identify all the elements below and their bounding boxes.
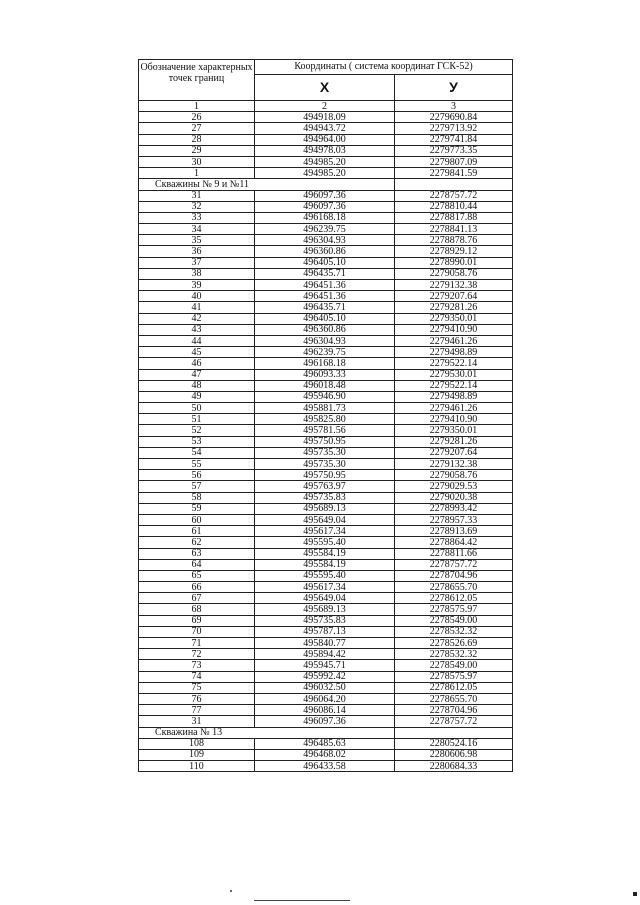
- table-row: [139, 436, 513, 447]
- designation-header: Обозначение характерных точек границ: [139, 60, 255, 101]
- table-row: [139, 246, 513, 257]
- y-coordinate-cell: 2279029.53: [395, 481, 513, 492]
- table-row: [139, 738, 513, 749]
- point-number-cell: 43: [139, 324, 255, 335]
- y-coordinate-cell: 2278532.32: [395, 626, 513, 637]
- x-coordinate-cell: 494985.20: [255, 156, 395, 167]
- x-coordinate-cell: 495750.95: [255, 436, 395, 447]
- y-coordinate-cell: 2278957.33: [395, 514, 513, 525]
- table-row: [139, 615, 513, 626]
- point-number-cell: 70: [139, 626, 255, 637]
- y-coordinate-cell: 2279058.76: [395, 268, 513, 279]
- point-number-cell: 108: [139, 738, 255, 749]
- y-coordinate-cell: 2279132.38: [395, 280, 513, 291]
- point-number-cell: 37: [139, 257, 255, 268]
- x-coordinate-cell: 496451.36: [255, 291, 395, 302]
- y-coordinate-cell: 2278990.01: [395, 257, 513, 268]
- point-number-cell: 63: [139, 548, 255, 559]
- x-coordinate-cell: 496239.75: [255, 347, 395, 358]
- table-row: [139, 570, 513, 581]
- x-coordinate-cell: 494964.00: [255, 134, 395, 145]
- point-number-cell: 50: [139, 403, 255, 414]
- coord-system-header: Координаты ( система координат ГСК-52): [255, 60, 513, 75]
- table-row: [139, 582, 513, 593]
- x-coordinate-cell: 495649.04: [255, 514, 395, 525]
- y-coordinate-cell: 2278549.00: [395, 615, 513, 626]
- point-number-cell: 33: [139, 212, 255, 223]
- table-row: [139, 749, 513, 760]
- x-coordinate-cell: 494943.72: [255, 123, 395, 134]
- x-coordinate-cell: 494985.20: [255, 168, 395, 179]
- y-coordinate-cell: 2278757.72: [395, 559, 513, 570]
- table-row: [139, 391, 513, 402]
- point-number-cell: 27: [139, 123, 255, 134]
- y-coordinate-cell: 2279207.64: [395, 291, 513, 302]
- x-coordinate-cell: 496405.10: [255, 257, 395, 268]
- point-number-cell: 30: [139, 156, 255, 167]
- x-coordinate-cell: 496097.36: [255, 190, 395, 201]
- y-coordinate-cell: 2279058.76: [395, 470, 513, 481]
- x-coordinate-cell: 495894.42: [255, 649, 395, 660]
- column-number-row: [139, 101, 513, 112]
- y-coordinate-cell: 2278817.88: [395, 212, 513, 223]
- y-coordinate-cell: 2280684.33: [395, 761, 513, 772]
- point-number-cell: 41: [139, 302, 255, 313]
- x-coordinate-cell: 495825.80: [255, 414, 395, 425]
- table-row: [139, 112, 513, 123]
- table-row: [139, 626, 513, 637]
- point-number-cell: 51: [139, 414, 255, 425]
- table-row: [139, 481, 513, 492]
- x-coordinate-cell: 495617.34: [255, 582, 395, 593]
- table-row: [139, 302, 513, 313]
- point-number-cell: 32: [139, 201, 255, 212]
- y-coordinate-cell: 2279410.90: [395, 324, 513, 335]
- table-row: [139, 156, 513, 167]
- table-row: [139, 280, 513, 291]
- point-number-cell: 56: [139, 470, 255, 481]
- x-coordinate-cell: 495946.90: [255, 391, 395, 402]
- point-number-cell: 49: [139, 391, 255, 402]
- table-row: [139, 324, 513, 335]
- point-number-cell: 45: [139, 347, 255, 358]
- y-axis-header: У: [395, 74, 513, 100]
- x-coordinate-cell: 496360.86: [255, 324, 395, 335]
- y-coordinate-cell: 2279020.38: [395, 492, 513, 503]
- y-coordinate-cell: 2278811.66: [395, 548, 513, 559]
- table-row: [139, 671, 513, 682]
- table-row: [139, 313, 513, 324]
- point-number-cell: 76: [139, 693, 255, 704]
- x-coordinate-cell: 496468.02: [255, 749, 395, 760]
- x-coordinate-cell: 495595.40: [255, 537, 395, 548]
- y-coordinate-cell: 2278810.44: [395, 201, 513, 212]
- x-coordinate-cell: 496360.86: [255, 246, 395, 257]
- section-row: [139, 727, 513, 738]
- table-row: [139, 190, 513, 201]
- y-coordinate-cell: 2278993.42: [395, 503, 513, 514]
- x-coordinate-cell: 495735.30: [255, 459, 395, 470]
- x-coordinate-cell: 496168.18: [255, 212, 395, 223]
- point-number-cell: 109: [139, 749, 255, 760]
- column-number: 1: [139, 101, 255, 112]
- x-coordinate-cell: 495781.56: [255, 425, 395, 436]
- table-row: [139, 470, 513, 481]
- x-coordinate-cell: 495881.73: [255, 403, 395, 414]
- table-row: [139, 638, 513, 649]
- table-row: [139, 447, 513, 458]
- point-number-cell: 75: [139, 682, 255, 693]
- y-coordinate-cell: 2278655.70: [395, 693, 513, 704]
- point-number-cell: 35: [139, 235, 255, 246]
- x-coordinate-cell: 495735.30: [255, 447, 395, 458]
- table-row: [139, 358, 513, 369]
- x-coordinate-cell: 495992.42: [255, 671, 395, 682]
- section-title: Скважины № 9 и №11: [139, 179, 395, 190]
- y-coordinate-cell: 2278704.96: [395, 705, 513, 716]
- point-number-cell: 48: [139, 380, 255, 391]
- x-coordinate-cell: 496405.10: [255, 313, 395, 324]
- x-coordinate-cell: 495649.04: [255, 593, 395, 604]
- x-coordinate-cell: 496032.50: [255, 682, 395, 693]
- table-row: [139, 761, 513, 772]
- point-number-cell: 42: [139, 313, 255, 324]
- y-coordinate-cell: 2278757.72: [395, 190, 513, 201]
- table-row: [139, 168, 513, 179]
- point-number-cell: 62: [139, 537, 255, 548]
- y-coordinate-cell: 2280524.16: [395, 738, 513, 749]
- x-coordinate-cell: 495750.95: [255, 470, 395, 481]
- point-number-cell: 69: [139, 615, 255, 626]
- point-number-cell: 47: [139, 369, 255, 380]
- y-coordinate-cell: 2278913.69: [395, 526, 513, 537]
- point-number-cell: 73: [139, 660, 255, 671]
- x-coordinate-cell: 495735.83: [255, 615, 395, 626]
- section-title: Скважина № 13: [139, 727, 395, 738]
- point-number-cell: 60: [139, 514, 255, 525]
- x-coordinate-cell: 496093.33: [255, 369, 395, 380]
- y-coordinate-cell: 2278575.97: [395, 604, 513, 615]
- y-coordinate-cell: 2278526.69: [395, 638, 513, 649]
- y-coordinate-cell: 2279350.01: [395, 425, 513, 436]
- table-row: [139, 212, 513, 223]
- table-row: [139, 705, 513, 716]
- point-number-cell: 74: [139, 671, 255, 682]
- point-number-cell: 64: [139, 559, 255, 570]
- y-coordinate-cell: 2279350.01: [395, 313, 513, 324]
- point-number-cell: 26: [139, 112, 255, 123]
- point-number-cell: 36: [139, 246, 255, 257]
- y-coordinate-cell: 2279281.26: [395, 436, 513, 447]
- x-coordinate-cell: 496168.18: [255, 358, 395, 369]
- x-coordinate-cell: 496018.48: [255, 380, 395, 391]
- point-number-cell: 38: [139, 268, 255, 279]
- x-coordinate-cell: 494918.09: [255, 112, 395, 123]
- table-row: [139, 347, 513, 358]
- point-number-cell: 28: [139, 134, 255, 145]
- y-coordinate-cell: 2279690.84: [395, 112, 513, 123]
- x-coordinate-cell: 495617.34: [255, 526, 395, 537]
- x-coordinate-cell: 494978.03: [255, 145, 395, 156]
- point-number-cell: 65: [139, 570, 255, 581]
- scan-mark: [633, 892, 637, 896]
- table-row: [139, 291, 513, 302]
- point-number-cell: 31: [139, 190, 255, 201]
- point-number-cell: 53: [139, 436, 255, 447]
- point-number-cell: 39: [139, 280, 255, 291]
- y-coordinate-cell: 2278612.05: [395, 593, 513, 604]
- x-coordinate-cell: 496433.58: [255, 761, 395, 772]
- table-row: [139, 682, 513, 693]
- x-coordinate-cell: 495584.19: [255, 559, 395, 570]
- table-row: [139, 414, 513, 425]
- y-coordinate-cell: 2279530.01: [395, 369, 513, 380]
- table-row: [139, 403, 513, 414]
- y-coordinate-cell: 2279207.64: [395, 447, 513, 458]
- y-coordinate-cell: 2279713.92: [395, 123, 513, 134]
- x-coordinate-cell: 496086.14: [255, 705, 395, 716]
- x-coordinate-cell: 495763.97: [255, 481, 395, 492]
- y-coordinate-cell: 2278575.97: [395, 671, 513, 682]
- y-coordinate-cell: 2279741.84: [395, 134, 513, 145]
- section-empty-cell: [395, 727, 513, 738]
- x-coordinate-cell: 495689.13: [255, 604, 395, 615]
- y-coordinate-cell: 2279281.26: [395, 302, 513, 313]
- table-row: [139, 514, 513, 525]
- x-coordinate-cell: 496485.63: [255, 738, 395, 749]
- x-coordinate-cell: 496435.71: [255, 302, 395, 313]
- y-coordinate-cell: 2278704.96: [395, 570, 513, 581]
- table-row: [139, 380, 513, 391]
- table-body: [139, 112, 513, 772]
- x-coordinate-cell: 495840.77: [255, 638, 395, 649]
- point-number-cell: 67: [139, 593, 255, 604]
- table-row: [139, 716, 513, 727]
- y-coordinate-cell: 2278532.32: [395, 649, 513, 660]
- point-number-cell: 58: [139, 492, 255, 503]
- x-coordinate-cell: 496064.20: [255, 693, 395, 704]
- column-number: 3: [395, 101, 513, 112]
- point-number-cell: 66: [139, 582, 255, 593]
- table-row: [139, 145, 513, 156]
- x-coordinate-cell: 496239.75: [255, 224, 395, 235]
- x-axis-header: X: [255, 74, 395, 100]
- y-coordinate-cell: 2279132.38: [395, 459, 513, 470]
- point-number-cell: 1: [139, 168, 255, 179]
- table-row: [139, 604, 513, 615]
- x-coordinate-cell: 496097.36: [255, 716, 395, 727]
- x-coordinate-cell: 495689.13: [255, 503, 395, 514]
- table-row: [139, 492, 513, 503]
- y-coordinate-cell: 2279773.35: [395, 145, 513, 156]
- point-number-cell: 72: [139, 649, 255, 660]
- table-row: [139, 134, 513, 145]
- table-row: [139, 537, 513, 548]
- table-row: [139, 649, 513, 660]
- y-coordinate-cell: 2280606.98: [395, 749, 513, 760]
- point-number-cell: 57: [139, 481, 255, 492]
- point-number-cell: 46: [139, 358, 255, 369]
- bottom-rule: [254, 900, 350, 901]
- table-row: [139, 224, 513, 235]
- y-coordinate-cell: 2278929.12: [395, 246, 513, 257]
- column-number: 2: [255, 101, 395, 112]
- y-coordinate-cell: 2278549.00: [395, 660, 513, 671]
- x-coordinate-cell: 496304.93: [255, 235, 395, 246]
- point-number-cell: 31: [139, 716, 255, 727]
- x-coordinate-cell: 496097.36: [255, 201, 395, 212]
- point-number-cell: 59: [139, 503, 255, 514]
- y-coordinate-cell: 2279807.09: [395, 156, 513, 167]
- header-row: [139, 60, 513, 75]
- table-row: [139, 548, 513, 559]
- table-row: [139, 369, 513, 380]
- point-number-cell: 71: [139, 638, 255, 649]
- point-number-cell: 110: [139, 761, 255, 772]
- x-coordinate-cell: 496304.93: [255, 335, 395, 346]
- y-coordinate-cell: 2279410.90: [395, 414, 513, 425]
- table-row: [139, 660, 513, 671]
- y-coordinate-cell: 2278655.70: [395, 582, 513, 593]
- y-coordinate-cell: 2278612.05: [395, 682, 513, 693]
- y-coordinate-cell: 2278864.42: [395, 537, 513, 548]
- point-number-cell: 29: [139, 145, 255, 156]
- x-coordinate-cell: 495595.40: [255, 570, 395, 581]
- y-coordinate-cell: 2279461.26: [395, 403, 513, 414]
- x-coordinate-cell: 496435.71: [255, 268, 395, 279]
- y-coordinate-cell: 2278878.76: [395, 235, 513, 246]
- section-empty-cell: [395, 179, 513, 190]
- y-coordinate-cell: 2279522.14: [395, 358, 513, 369]
- point-number-cell: 34: [139, 224, 255, 235]
- table-row: [139, 593, 513, 604]
- table-row: [139, 123, 513, 134]
- point-number-cell: 40: [139, 291, 255, 302]
- table-row: [139, 257, 513, 268]
- x-coordinate-cell: 495945.71: [255, 660, 395, 671]
- table-row: [139, 235, 513, 246]
- x-coordinate-cell: 495584.19: [255, 548, 395, 559]
- y-coordinate-cell: 2279461.26: [395, 335, 513, 346]
- table-row: [139, 503, 513, 514]
- y-coordinate-cell: 2278841.13: [395, 224, 513, 235]
- y-coordinate-cell: 2279498.89: [395, 391, 513, 402]
- y-coordinate-cell: 2279522.14: [395, 380, 513, 391]
- y-coordinate-cell: 2278757.72: [395, 716, 513, 727]
- table-row: [139, 201, 513, 212]
- section-row: [139, 179, 513, 190]
- y-coordinate-cell: 2279841.59: [395, 168, 513, 179]
- table-row: [139, 268, 513, 279]
- point-number-cell: 52: [139, 425, 255, 436]
- table-row: [139, 425, 513, 436]
- point-number-cell: 55: [139, 459, 255, 470]
- table-row: [139, 526, 513, 537]
- table-row: [139, 335, 513, 346]
- point-number-cell: 44: [139, 335, 255, 346]
- point-number-cell: 54: [139, 447, 255, 458]
- table-row: [139, 693, 513, 704]
- y-coordinate-cell: 2279498.89: [395, 347, 513, 358]
- x-coordinate-cell: 495787.13: [255, 626, 395, 637]
- x-coordinate-cell: 495735.83: [255, 492, 395, 503]
- point-number-cell: 68: [139, 604, 255, 615]
- point-number-cell: 77: [139, 705, 255, 716]
- point-number-cell: 61: [139, 526, 255, 537]
- coordinates-table: [138, 59, 513, 772]
- x-coordinate-cell: 496451.36: [255, 280, 395, 291]
- table-row: [139, 459, 513, 470]
- table-row: [139, 559, 513, 570]
- scan-speck: [230, 890, 232, 892]
